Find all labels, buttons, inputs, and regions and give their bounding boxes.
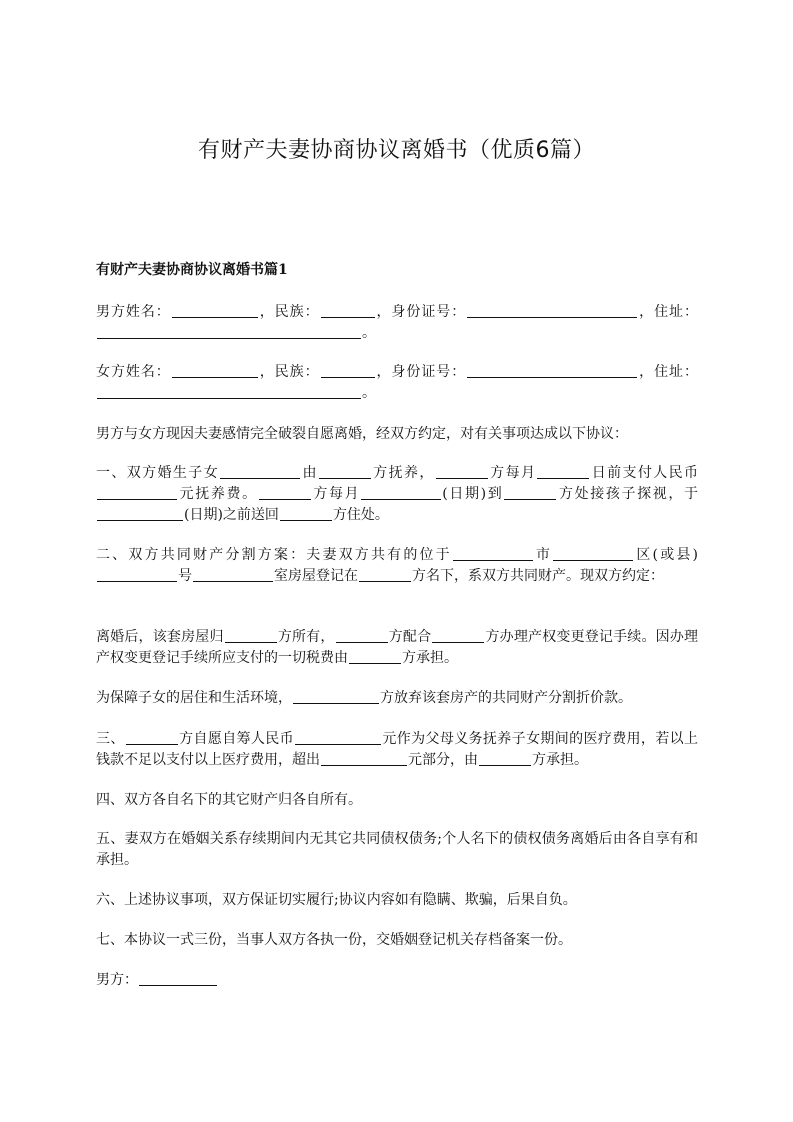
blank-line bbox=[97, 383, 361, 399]
text: 方每月 bbox=[488, 465, 537, 481]
blank-line bbox=[97, 484, 177, 500]
blank-line bbox=[220, 463, 300, 479]
blank-line bbox=[259, 484, 311, 500]
text: 方所有， bbox=[277, 629, 335, 645]
text: (日期)之前送回 bbox=[184, 507, 279, 523]
paragraph-house-ownership bbox=[96, 627, 698, 669]
document-title: 有财产夫妻协商协议离婚书（优质6篇） bbox=[198, 138, 595, 163]
text: 方承担。 bbox=[402, 650, 458, 666]
text: ，住址： bbox=[638, 304, 699, 320]
blank-line bbox=[359, 566, 411, 582]
blank-line bbox=[293, 688, 379, 704]
paragraph-medical bbox=[96, 729, 698, 771]
text: 方承担。 bbox=[532, 752, 588, 768]
text: ，民族： bbox=[258, 364, 320, 380]
blank-line bbox=[295, 729, 381, 745]
text: 二、双方共同财产分割方案：夫妻双方共有的位于 bbox=[96, 547, 452, 563]
blank-line bbox=[172, 362, 258, 378]
text: 。 bbox=[362, 325, 376, 341]
text: 方抚养， bbox=[371, 465, 435, 481]
blank-line bbox=[436, 463, 488, 479]
blank-line bbox=[193, 566, 273, 582]
blank-line bbox=[126, 729, 178, 745]
paragraph-intro: 男方与女方现因夫妻感情完全破裂自愿离婚，经双方约定，对有关事项达成以下协议： bbox=[96, 426, 628, 442]
blank-line bbox=[467, 362, 637, 378]
text: 方放弃该套房产的共同财产分割折价款。 bbox=[380, 690, 632, 706]
blank-line bbox=[172, 302, 258, 318]
text: 三、 bbox=[96, 731, 125, 747]
text: 男方： bbox=[96, 972, 138, 988]
blank-line bbox=[321, 750, 407, 766]
text: 方处接孩子探视，于 bbox=[557, 486, 698, 502]
text: 方住处。 bbox=[332, 507, 389, 523]
blank-line bbox=[225, 627, 277, 643]
text: 元抚养费。 bbox=[178, 486, 258, 502]
blank-line bbox=[553, 545, 633, 561]
section-heading: 有财产夫妻协商协议离婚书篇1 bbox=[96, 262, 288, 278]
paragraph-debts: 五、妻双方在婚姻关系存续期间内无其它共同债权债务;个人名下的债权债务离婚后由各自享有和承担。 bbox=[96, 831, 698, 868]
blank-line bbox=[321, 362, 375, 378]
blank-line bbox=[321, 302, 375, 318]
text: 市 bbox=[533, 547, 553, 563]
text: (日期)到 bbox=[442, 486, 504, 502]
text: 元作为父母义务抚养子女期间的医疗费用，若以上钱款不足以支付以上医疗费用，超出 bbox=[96, 731, 699, 768]
paragraph-copies: 七、本协议一式三份，当事人双方各执一份，交婚姻登记机关存档备案一份。 bbox=[96, 932, 572, 948]
blank-line bbox=[432, 627, 484, 643]
paragraph-male-info bbox=[96, 302, 698, 344]
text: 离婚后，该套房屋归 bbox=[96, 629, 224, 645]
text: 方名下，系双方共同财产。现双方约定： bbox=[412, 568, 664, 584]
text: 由 bbox=[301, 465, 318, 481]
blank-line bbox=[336, 627, 388, 643]
text: 方自愿自筹人民币 bbox=[178, 731, 295, 747]
paragraph-guarantee: 六、上述协议事项，双方保证切实履行;协议内容如有隐瞒、欺骗，后果自负。 bbox=[96, 892, 577, 908]
text: 方配合 bbox=[388, 629, 432, 645]
text: 女方姓名： bbox=[96, 364, 171, 380]
paragraph-custody bbox=[96, 463, 698, 526]
blank-line bbox=[537, 463, 589, 479]
text: 一、双方婚生子女 bbox=[96, 465, 220, 481]
text: 方办理产权变更登记手续。因办理产权变更登记手续所应支付的一切税费由 bbox=[96, 629, 699, 666]
blank-line bbox=[361, 484, 441, 500]
text: 区(或县) bbox=[634, 547, 698, 563]
paragraph-property bbox=[96, 545, 698, 587]
text: ，民族： bbox=[258, 304, 320, 320]
text: 元部分，由 bbox=[408, 752, 478, 768]
blank-line bbox=[479, 750, 531, 766]
blank-line bbox=[280, 505, 332, 521]
text: 方每月 bbox=[311, 486, 361, 502]
text: 号 bbox=[178, 568, 192, 584]
text: ，身份证号： bbox=[375, 364, 467, 380]
paragraph-signature-male bbox=[96, 970, 698, 991]
blank-line bbox=[139, 970, 217, 986]
text: 为保障子女的居住和生活环境， bbox=[96, 690, 292, 706]
paragraph-other-property: 四、双方各自名下的其它财产归各自所有。 bbox=[96, 792, 362, 808]
blank-line bbox=[467, 302, 637, 318]
text: 。 bbox=[362, 385, 376, 401]
text: 男方姓名： bbox=[96, 304, 171, 320]
blank-line bbox=[97, 566, 177, 582]
blank-line bbox=[453, 545, 533, 561]
text: ，住址： bbox=[638, 364, 699, 380]
blank-line bbox=[319, 463, 371, 479]
paragraph-waiver bbox=[96, 688, 698, 709]
blank-line bbox=[504, 484, 556, 500]
blank-line bbox=[97, 505, 183, 521]
paragraph-female-info bbox=[96, 362, 698, 404]
blank-line bbox=[97, 323, 361, 339]
blank-line bbox=[349, 648, 401, 664]
text: 室房屋登记在 bbox=[274, 568, 358, 584]
text: ，身份证号： bbox=[375, 304, 467, 320]
text: 日前支付人民币 bbox=[590, 465, 699, 481]
